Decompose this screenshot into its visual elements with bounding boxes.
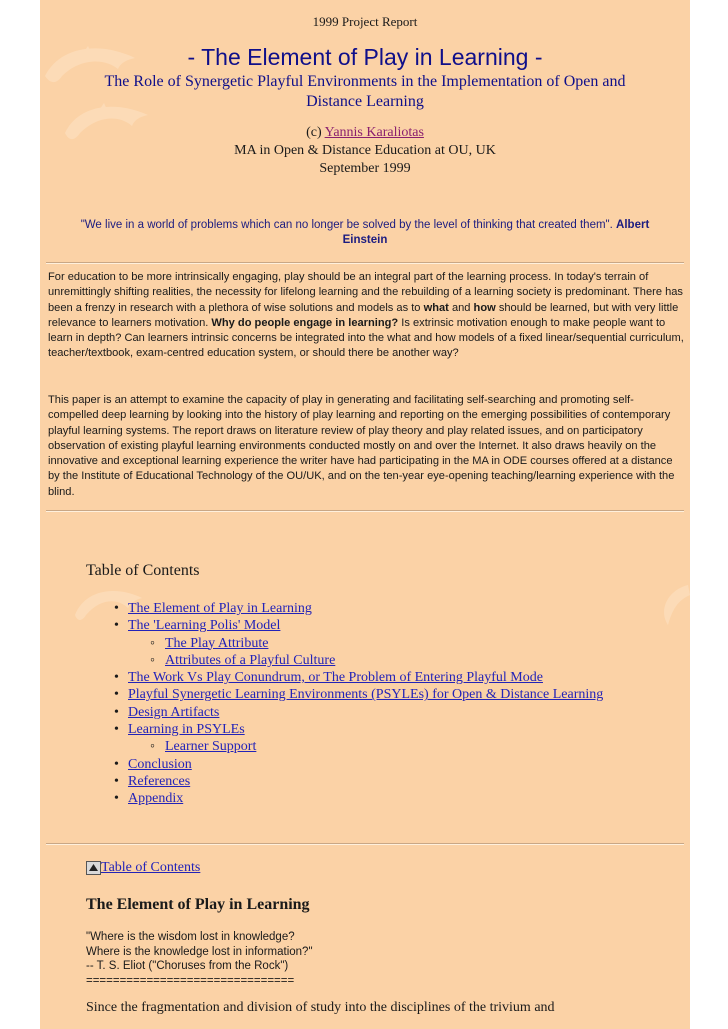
abstract-text: and [451, 301, 471, 314]
emphasis-question: Why do people engage in learning? [211, 316, 399, 329]
author-link[interactable]: Yannis Karaliotas [324, 125, 424, 140]
back-to-toc-link[interactable]: Table of Contents [101, 860, 201, 875]
toc-item [100, 686, 660, 703]
abstract-text: Is extrinsic motivation enough to make people want to learn in depth? Can learners intrinsic concerns be integrated into the what and how models of a fixed linear/sequential curriculum, teacher/textbook, exam-centred education system, or should there be another way? [48, 316, 684, 360]
toc-item [100, 790, 660, 807]
back-to-toc[interactable] [86, 860, 200, 876]
toc-link[interactable]: The 'Learning Polis' Model [128, 618, 281, 634]
quote-author: Albert Einstein [342, 219, 650, 246]
toc-link[interactable]: Learning in PSYLEs [128, 722, 245, 738]
section-body-text: Since the fragmentation and division of study into the disciplines of the trivium and [86, 1000, 555, 1015]
divider [46, 843, 684, 845]
quote-text: "We live in a world of problems which can no longer be solved by the level of thinking that created them". [80, 219, 613, 231]
emphasis-how: how [473, 301, 496, 314]
toc-item [100, 721, 660, 738]
toc-item [100, 773, 660, 790]
up-arrow-icon[interactable] [86, 861, 101, 875]
toc-link[interactable]: Conclusion [128, 756, 192, 772]
toc-item [100, 600, 660, 617]
abstract-text: For education to be more intrinsically engaging, play should be an integral part of the learning process. In today's terrain of unremittingly shifting realities, the necessity for lifelong learning and the rebuilding of a learning society is predominant. There has been a frenzy in research with a plethora of wise solutions and models as to [48, 271, 683, 314]
abstract-text: should be learned, but with very little relevance to learners motivation. [48, 301, 679, 329]
einstein-quote [58, 218, 672, 248]
emphasis-what: what [423, 301, 449, 314]
author-block [40, 124, 690, 178]
toc-item [100, 617, 660, 634]
toc-subitem [100, 652, 660, 669]
toc-item [100, 704, 660, 721]
toc-link[interactable]: Learner Support [165, 739, 257, 755]
toc-link[interactable]: The Element of Play in Learning [128, 601, 312, 616]
date-line: September 1999 [319, 161, 411, 176]
section-heading: The Element of Play in Learning [86, 896, 310, 913]
abstract-paragraph [48, 270, 684, 362]
toc-item [100, 756, 660, 773]
divider [46, 510, 684, 512]
toc-link[interactable]: Attributes of a Playful Culture [165, 652, 336, 668]
report-label: 1999 Project Report [312, 14, 418, 29]
toc-link[interactable]: The Play Attribute [165, 635, 269, 651]
page-subtitle: The Role of Synergetic Playful Environments in the Implementation of Open and Distance Learning [104, 73, 626, 110]
epigraph-line: =============================== [86, 974, 295, 987]
eliot-epigraph [86, 930, 313, 988]
toc-link[interactable]: Playful Synergetic Learning Environments (PSYLEs) for Open & Distance Learning [128, 687, 604, 703]
toc-subitem [100, 635, 660, 652]
page-title: - The Element of Play in Learning - [187, 44, 543, 70]
epigraph-line: Where is the knowledge lost in information?" [86, 945, 313, 958]
report-page [40, 0, 690, 1029]
abstract-paragraph-2: This paper is an attempt to examine the capacity of play in generating and facilitating self-searching and promoting self-compelled deep learning by looking into the history of play learning and reporting on the emerging possibilities of contemporary playful learning systems. The report draws on literature review of play theory and play related issues, and on participatory observation of existing playful learning environments conducted mostly on and over the Internet. It also draws heavily on the innovative and exceptional learning experience the writer have had participating in the MA in ODE courses offered at a distance by the Institute of Educational Technology of the OU/UK, and on the ten-year eye-opening teaching/learning experience with the blind. [48, 394, 675, 498]
epigraph-line: "Where is the wisdom lost in knowledge? [86, 931, 295, 943]
toc-link[interactable]: The Work Vs Play Conundrum, or The Problem of Entering Playful Mode [128, 670, 543, 686]
table-of-contents [100, 600, 660, 808]
toc-subitem [100, 738, 660, 755]
toc-item [100, 669, 660, 686]
toc-link[interactable]: Appendix [128, 791, 184, 807]
copyright-mark: (c) [306, 125, 322, 140]
divider [46, 262, 684, 264]
toc-link[interactable]: Design Artifacts [128, 704, 220, 720]
epigraph-line: -- T. S. Eliot ("Choruses from the Rock") [86, 960, 289, 973]
toc-heading: Table of Contents [86, 562, 200, 579]
toc-link[interactable]: References [128, 773, 191, 789]
degree-line: MA in Open & Distance Education at OU, UK [234, 143, 496, 158]
author-row [40, 124, 690, 142]
